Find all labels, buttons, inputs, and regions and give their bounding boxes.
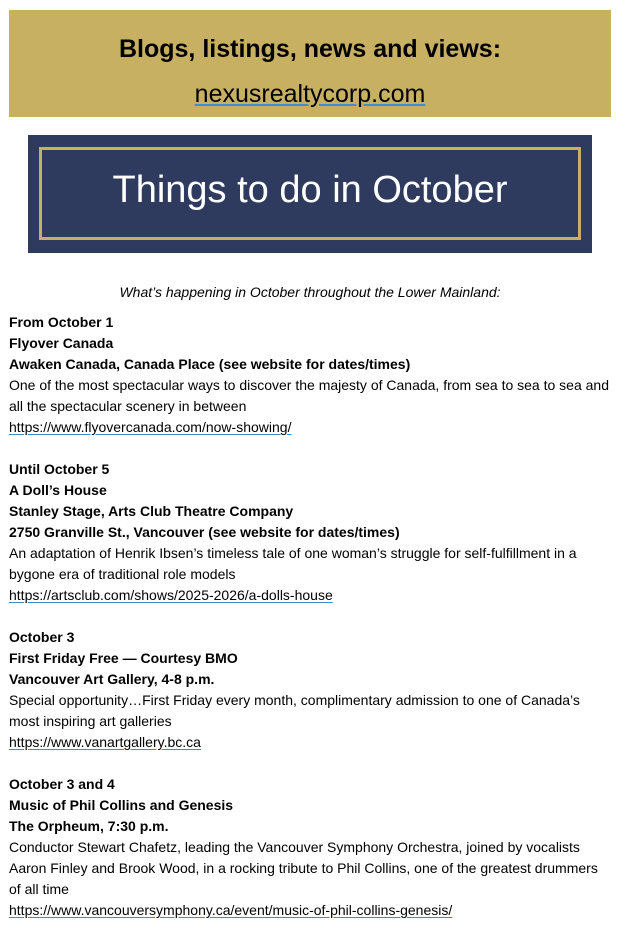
event-description: One of the most spectacular ways to discover the majesty of Canada, from sea to sea to sea and all the spectacular scenery in between <box>9 377 609 414</box>
event-date: October 3 and 4 <box>9 776 115 792</box>
header-headline: Blogs, listings, news and views: <box>118 35 502 63</box>
page-title: Things to do in October <box>112 169 508 211</box>
event-phil-collins-genesis <box>9 774 613 921</box>
event-name: First Friday Free — Courtesy BMO <box>9 650 238 666</box>
header-site-link[interactable] <box>9 79 611 109</box>
event-description: An adaptation of Henrik Ibsen’s timeless tale of one woman’s struggle for self-fulfillment in a bygone era of traditional role models <box>9 545 577 582</box>
event-venue: Awaken Canada, Canada Place (see website for dates/times) <box>9 356 411 372</box>
event-description: Conductor Stewart Chafetz, leading the Vancouver Symphony Orchestra, joined by vocalists Aaron Finley and Brook Wood, in a rocking tribute to Phil Collins, one of the greatest drummers of all time <box>9 839 598 897</box>
event-a-dolls-house <box>9 459 613 606</box>
event-first-friday-free <box>9 627 613 753</box>
event-date: October 3 <box>9 629 75 645</box>
intro-text: What’s happening in October throughout the Lower Mainland: <box>119 284 501 300</box>
header-site-link-text[interactable]: nexusrealtycorp.com <box>194 80 426 108</box>
event-link[interactable]: https://www.vancouversymphony.ca/event/music-of-phil-collins-genesis/ <box>9 902 453 918</box>
event-name: Music of Phil Collins and Genesis <box>9 797 234 813</box>
event-address: 2750 Granville St., Vancouver (see website for dates/times) <box>9 524 400 540</box>
header-banner <box>9 10 611 117</box>
event-flyover-canada <box>9 312 613 438</box>
title-banner <box>28 135 592 253</box>
event-link[interactable]: https://artsclub.com/shows/2025-2026/a-dolls-house <box>9 587 333 603</box>
event-description: Special opportunity…First Friday every month, complimentary admission to one of Canada’s most inspiring art galleries <box>9 692 580 729</box>
event-name: Flyover Canada <box>9 335 114 351</box>
event-date: From October 1 <box>9 314 114 330</box>
event-date: Until October 5 <box>9 461 110 477</box>
event-list <box>9 312 613 934</box>
event-link[interactable]: https://www.flyovercanada.com/now-showing/ <box>9 419 292 435</box>
event-link[interactable]: https://www.vanartgallery.bc.ca <box>9 734 201 750</box>
event-name: A Doll’s House <box>9 482 107 498</box>
event-venue: The Orpheum, 7:30 p.m. <box>9 818 169 834</box>
event-venue: Stanley Stage, Arts Club Theatre Company <box>9 503 294 519</box>
event-venue: Vancouver Art Gallery, 4-8 p.m. <box>9 671 215 687</box>
